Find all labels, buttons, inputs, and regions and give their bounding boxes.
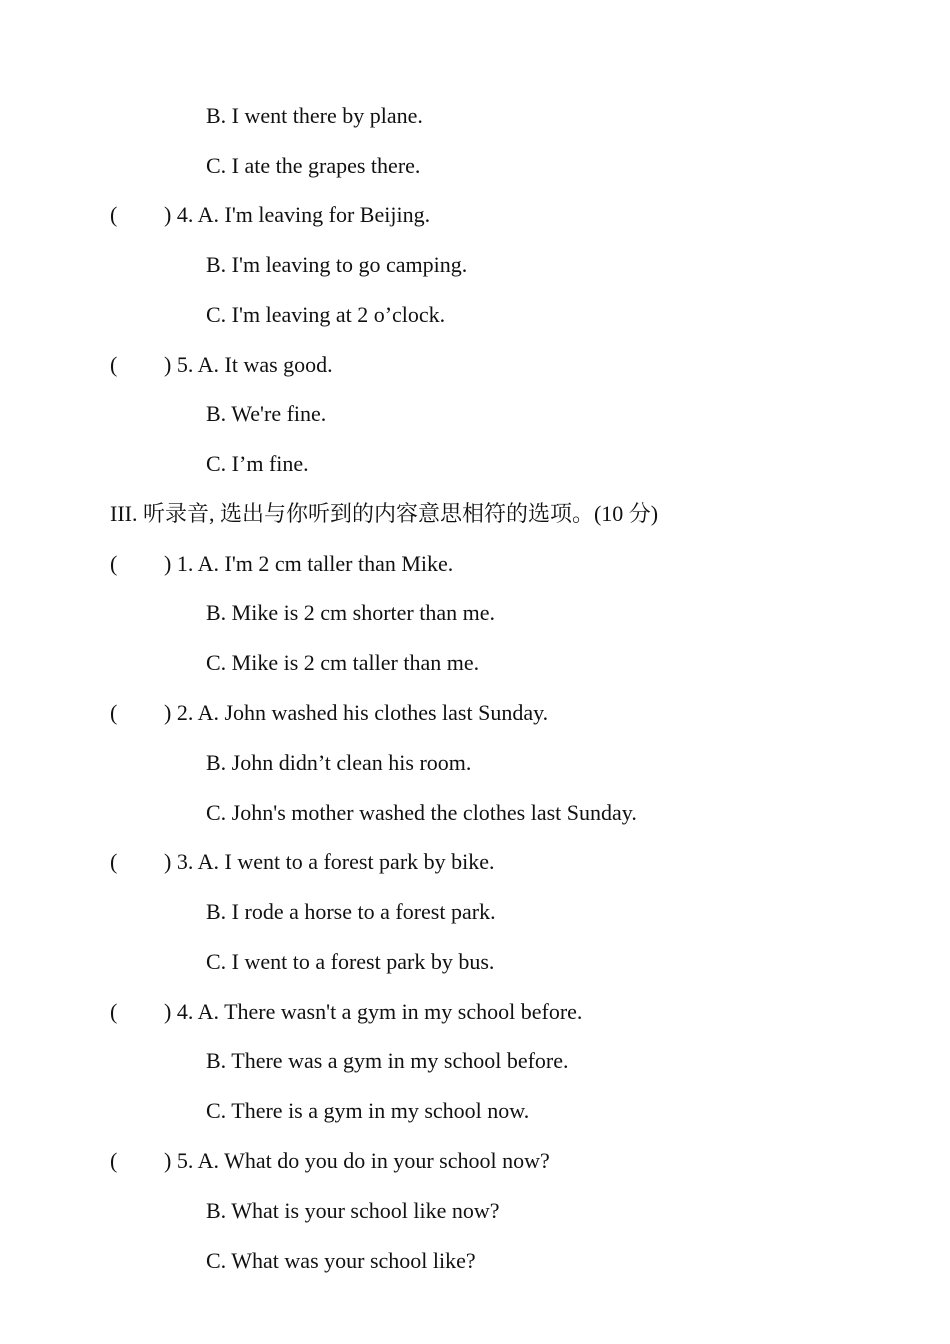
question-stem: ) 1. A. I'm 2 cm taller than Mike. xyxy=(164,551,454,576)
question-stem: ) 5. A. What do you do in your school now? xyxy=(164,1148,550,1173)
answer-blank[interactable]: ( xyxy=(110,352,118,377)
question-line xyxy=(0,842,950,882)
answer-blank[interactable]: ( xyxy=(110,849,118,874)
answer-blank[interactable]: ( xyxy=(110,551,118,576)
option-text: B. John didn’t clean his room. xyxy=(206,750,472,775)
question-line xyxy=(0,195,950,235)
question-stem: ) 2. A. John washed his clothes last Sunday. xyxy=(164,700,549,725)
option-line xyxy=(0,793,950,833)
question-line xyxy=(0,345,950,385)
section-heading xyxy=(0,494,950,534)
option-line xyxy=(0,643,950,683)
section-iii-title: III. 听录音, 选出与你听到的内容意思相符的选项。(10 分) xyxy=(110,501,659,526)
option-line xyxy=(0,1241,950,1281)
option-text: B. There was a gym in my school before. xyxy=(206,1048,569,1073)
answer-blank[interactable]: ( xyxy=(110,202,118,227)
option-line xyxy=(0,743,950,783)
option-line xyxy=(0,892,950,932)
question-line xyxy=(0,992,950,1032)
option-text: B. I went there by plane. xyxy=(206,103,423,128)
option-line xyxy=(0,1091,950,1131)
option-line xyxy=(0,1041,950,1081)
option-text: C. Mike is 2 cm taller than me. xyxy=(206,650,480,675)
question-line xyxy=(0,544,950,584)
option-line xyxy=(0,394,950,434)
option-line xyxy=(0,942,950,982)
option-line xyxy=(0,444,950,484)
option-text: C. John's mother washed the clothes last Sunday. xyxy=(206,800,637,825)
option-line xyxy=(0,1191,950,1231)
option-line xyxy=(0,96,950,136)
option-line xyxy=(0,295,950,335)
option-text: C. I’m fine. xyxy=(206,451,309,476)
question-line xyxy=(0,1141,950,1181)
question-stem: ) 4. A. There wasn't a gym in my school before. xyxy=(164,999,583,1024)
question-line xyxy=(0,693,950,733)
option-text: C. I went to a forest park by bus. xyxy=(206,949,495,974)
option-text: B. Mike is 2 cm shorter than me. xyxy=(206,600,496,625)
option-text: B. I'm leaving to go camping. xyxy=(206,252,468,277)
question-stem: ) 4. A. I'm leaving for Beijing. xyxy=(164,202,431,227)
question-stem: ) 3. A. I went to a forest park by bike. xyxy=(164,849,495,874)
answer-blank[interactable]: ( xyxy=(110,1148,118,1173)
option-line xyxy=(0,146,950,186)
option-line xyxy=(0,245,950,285)
option-text: B. I rode a horse to a forest park. xyxy=(206,899,496,924)
option-text: B. What is your school like now? xyxy=(206,1198,500,1223)
answer-blank[interactable]: ( xyxy=(110,999,118,1024)
option-text: C. There is a gym in my school now. xyxy=(206,1098,530,1123)
option-text: C. I'm leaving at 2 o’clock. xyxy=(206,302,446,327)
option-line xyxy=(0,593,950,633)
option-text: B. We're fine. xyxy=(206,401,327,426)
answer-blank[interactable]: ( xyxy=(110,700,118,725)
option-text: C. I ate the grapes there. xyxy=(206,153,421,178)
question-stem: ) 5. A. It was good. xyxy=(164,352,333,377)
option-text: C. What was your school like? xyxy=(206,1248,476,1273)
